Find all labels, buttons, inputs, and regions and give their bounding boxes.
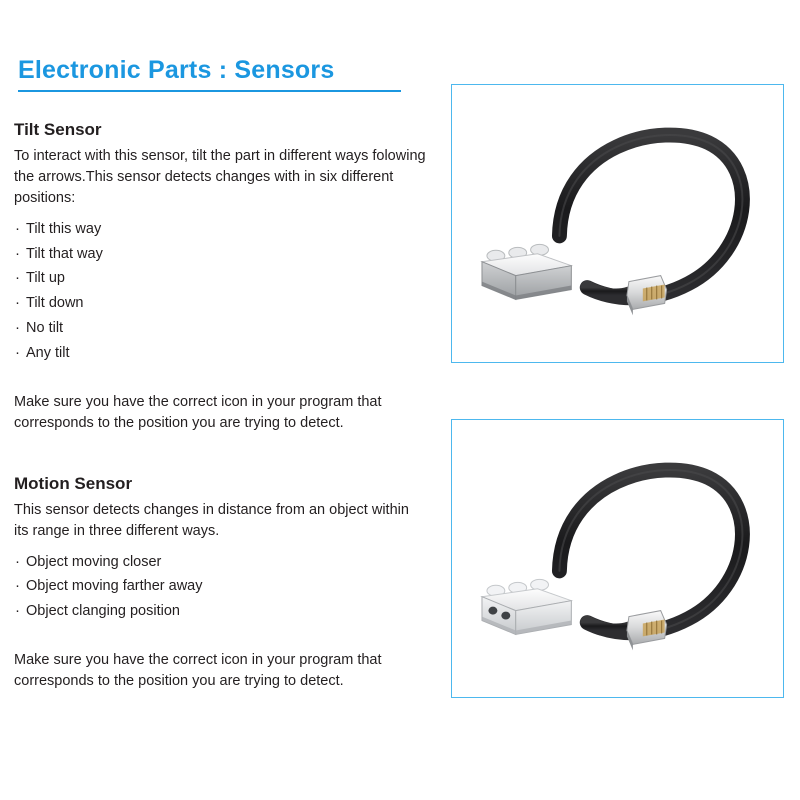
- bullet-list-tilt-sensor: [14, 217, 426, 367]
- list-item: · Any tilt: [14, 341, 426, 366]
- section-heading-tilt-sensor: Tilt Sensor: [14, 120, 102, 139]
- section-heading-motion-sensor: Motion Sensor: [14, 473, 133, 493]
- list-item: · Object moving farther away: [14, 574, 426, 599]
- tilt-sensor-photo: [452, 85, 783, 362]
- list-item: · Object clanging position: [14, 599, 426, 624]
- list-item: · Tilt down: [14, 291, 426, 316]
- list-item: · No tilt: [14, 316, 426, 341]
- section-intro-tilt-sensor: To interact with this sensor, tilt the part in different ways folowing the arrows.This sensor detects changes with in six different positions:: [14, 148, 426, 206]
- section-note-tilt-sensor: Make sure you have the correct icon in your program that corresponds to the position you are trying to detect.: [14, 394, 382, 431]
- section-intro-motion-sensor: This sensor detects changes in distance from an object within its range in three different ways.: [14, 502, 409, 539]
- motion-sensor-image-frame: [451, 419, 784, 698]
- section-tilt-sensor: [14, 120, 426, 434]
- text-column: [14, 120, 426, 692]
- list-item: · Tilt this way: [14, 217, 426, 242]
- list-item: · Tilt that way: [14, 242, 426, 267]
- motion-sensor-photo: [452, 420, 783, 697]
- bullet-list-motion-sensor: [14, 550, 426, 625]
- tilt-sensor-image-frame: [451, 84, 784, 363]
- title-underline-divider: [18, 90, 401, 92]
- page-title: Electronic Parts : Sensors: [18, 56, 335, 84]
- section-motion-sensor: [14, 474, 426, 692]
- list-item: · Tilt up: [14, 266, 426, 291]
- section-note-motion-sensor: Make sure you have the correct icon in your program that corresponds to the position you are trying to detect.: [14, 652, 382, 690]
- list-item: · Object moving closer: [14, 550, 426, 575]
